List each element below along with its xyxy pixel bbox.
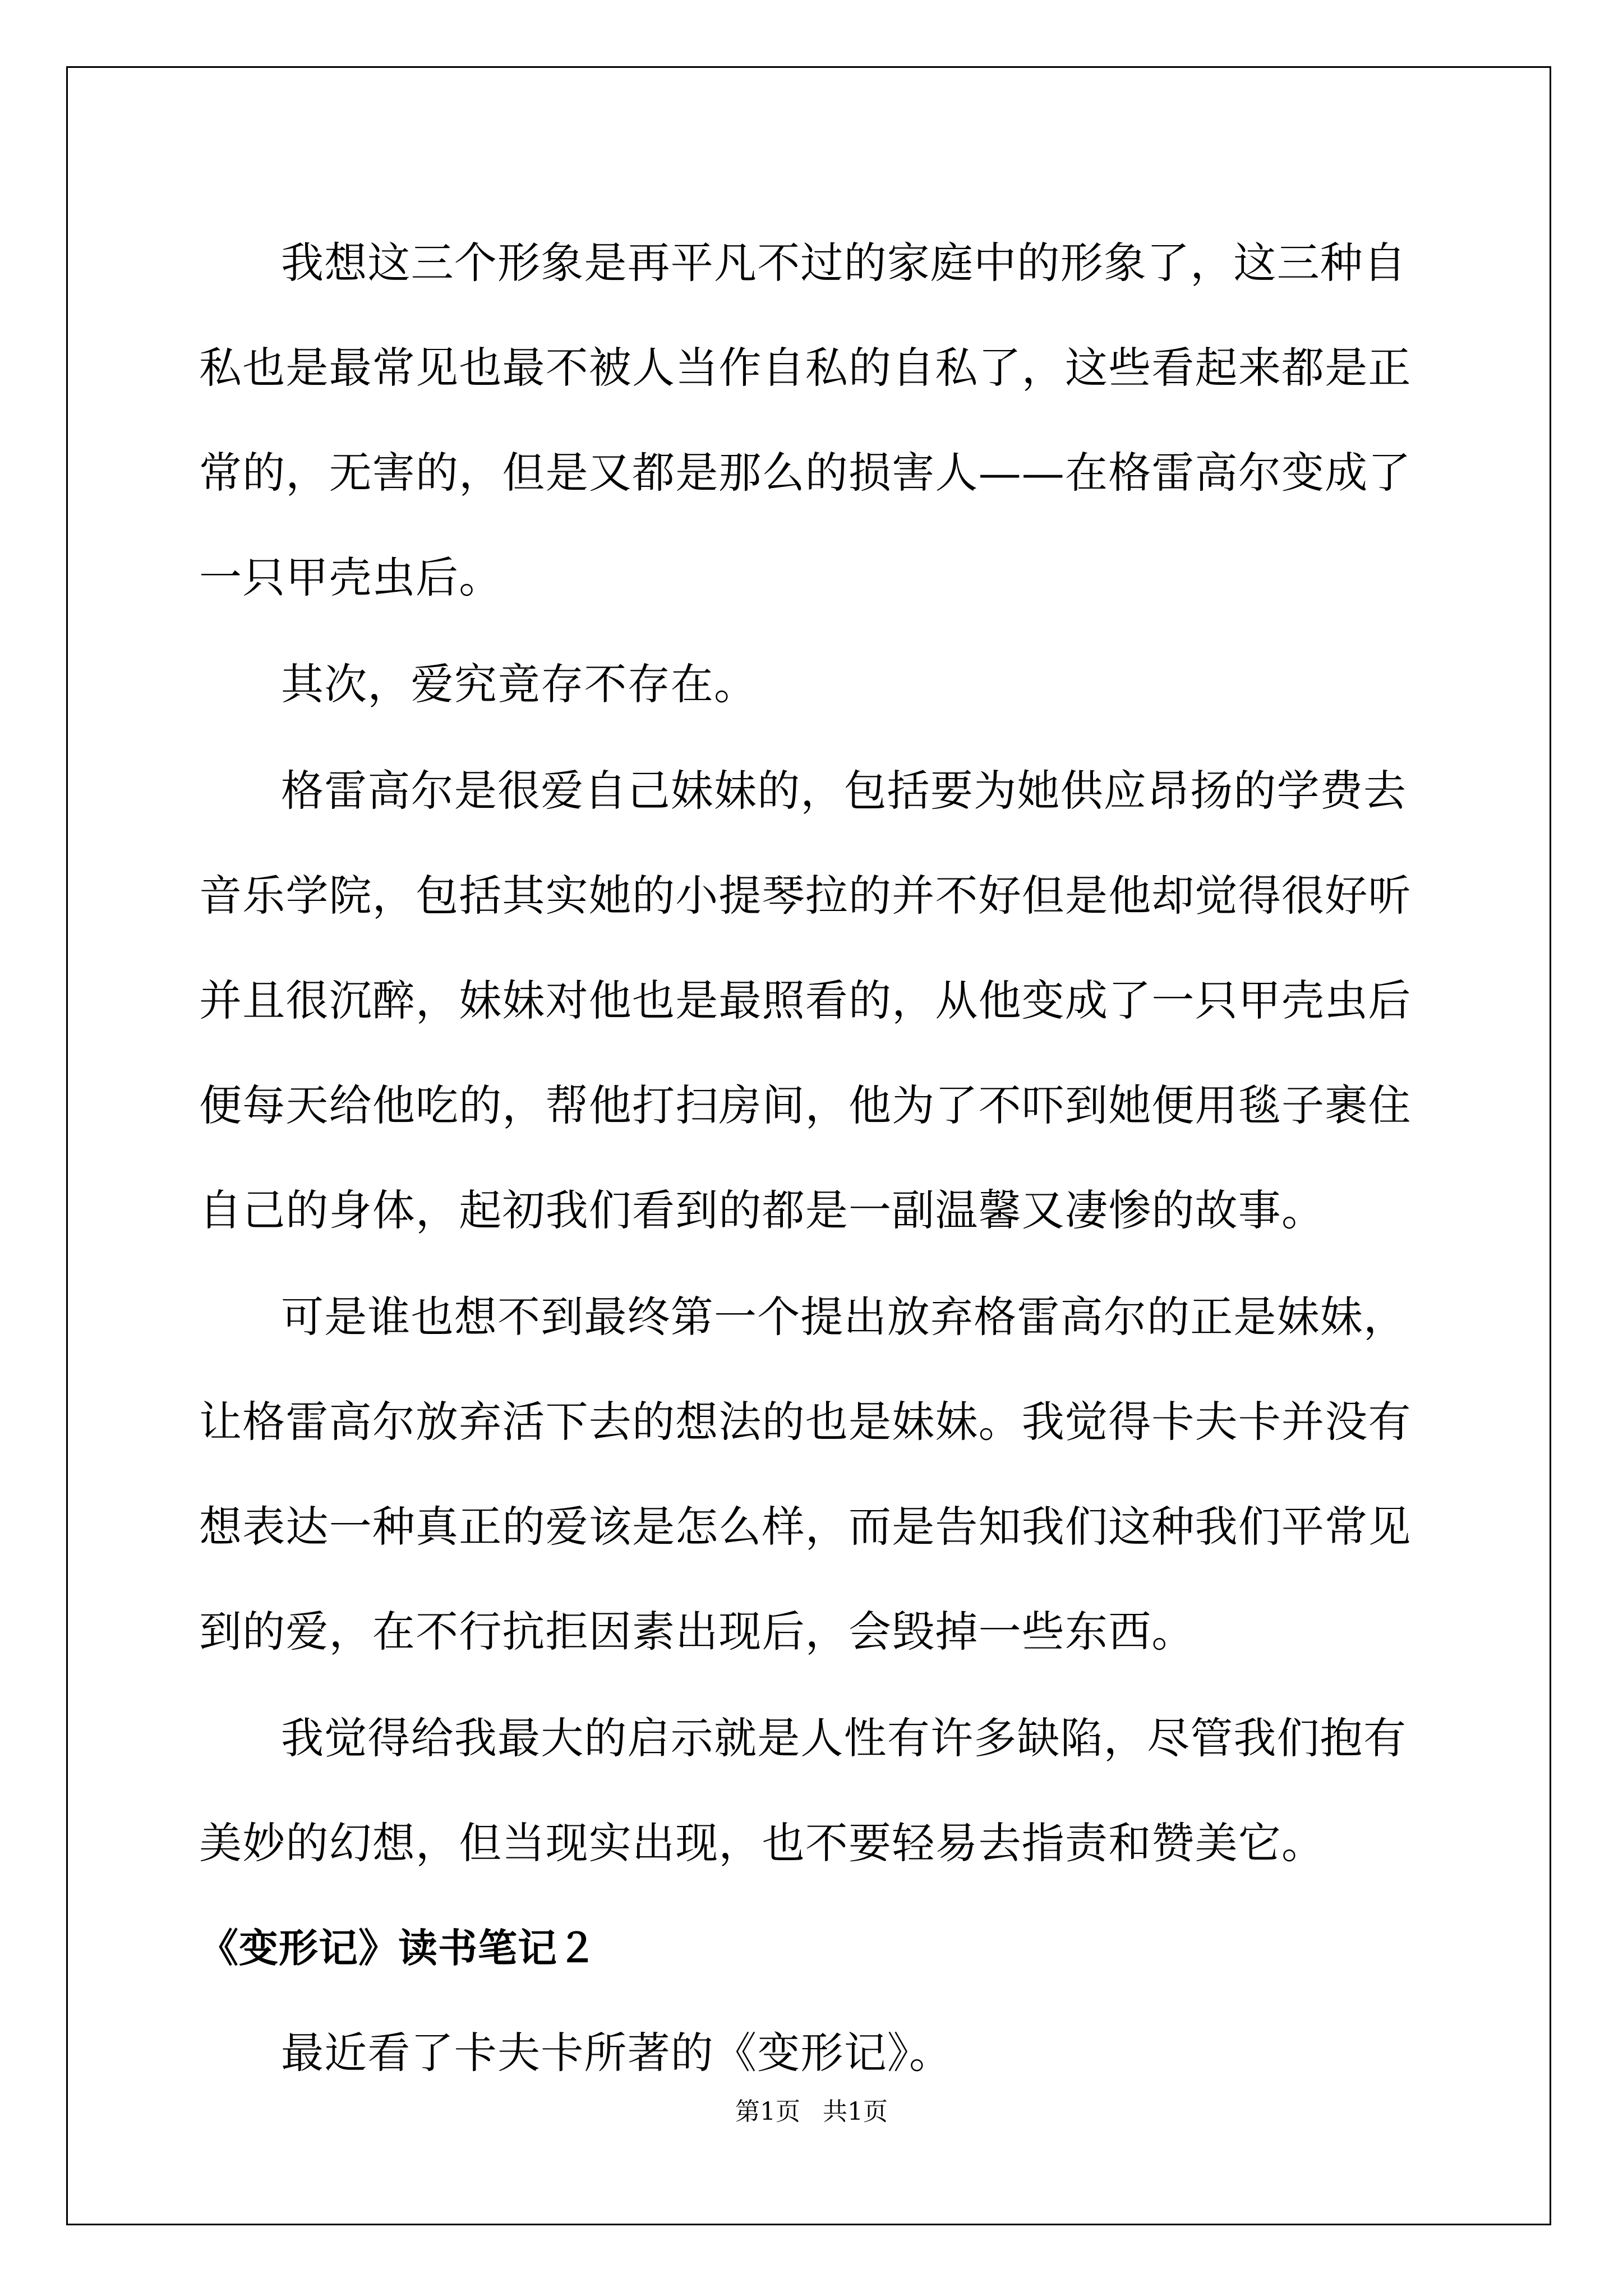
paragraph-intro-2: 最近看了卡夫卡所著的《变形记》。 bbox=[281, 2028, 953, 2078]
paragraph-insight: 我觉得给我最大的启示就是人性有许多缺陷，尽管我们抱有美妙的幻想，但当现实出现，也不要轻易去指责和赞美它。 bbox=[199, 1713, 1407, 1868]
section-heading: 《变形记》读书笔记２ bbox=[199, 1925, 597, 1971]
paragraph-sister-abandon: 可是谁也想不到最终第一个提出放弃格雷高尔的正是妹妹，让格雷高尔放弃活下去的想法的也是妹妹。我觉得卡夫卡并没有想表达一种真正的爱该是怎么样，而是告知我们这种我们平常见到的爱，在不行抗拒因素出现后，会毁掉一些东西。 bbox=[199, 1292, 1412, 1657]
page-number-current: 第1页 bbox=[735, 2097, 800, 2126]
page-footer bbox=[0, 2095, 1623, 2129]
document-body bbox=[199, 210, 1416, 2105]
paragraph-sister-care: 格雷高尔是很爱自己妹妹的，包括要为她供应昂扬的学费去音乐学院，包括其实她的小提琴拉的并不好但是他却觉得很好听并且很沉醉，妹妹对他也是最照看的，从他变成了一只甲壳虫后便每天给他吃的，帮他打扫房间，他为了不吓到她便用毯子裹住自己的身体，起初我们看到的都是一副温馨又凄惨的故事。 bbox=[199, 766, 1412, 1235]
paragraph-selfishness: 我想这三个形象是再平凡不过的家庭中的形象了，这三种自私也是最常见也最不被人当作自私的自私了，这些看起来都是正常的，无害的，但是又都是那么的损害人——在格雷高尔变成了一只甲壳虫后。 bbox=[199, 238, 1412, 602]
page-number-total: 共1页 bbox=[823, 2097, 888, 2126]
paragraph-love-question: 其次，爱究竟存不存在。 bbox=[281, 659, 758, 709]
